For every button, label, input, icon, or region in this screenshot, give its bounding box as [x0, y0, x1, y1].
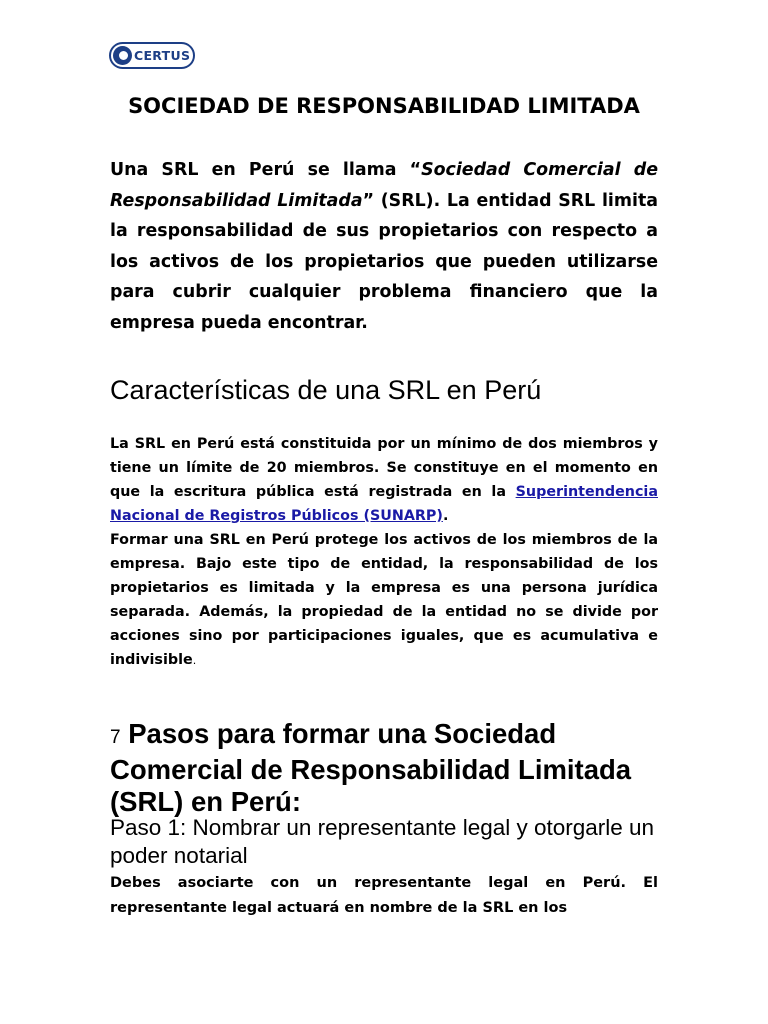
characteristics-heading: Características de una SRL en Perú [110, 375, 542, 405]
characteristics-paragraph-1 [110, 432, 658, 528]
step-1-text: Debes asociarte con un representante legal en Perú. El representante legal actuará en nombre de la SRL en los [110, 875, 658, 916]
intro-paragraph [110, 155, 658, 338]
steps-heading-text: Pasos para formar una Sociedad Comercial de Responsabilidad Limitada (SRL) en Perú: [110, 718, 632, 817]
certus-logo [109, 42, 195, 69]
steps-count: 7 [110, 727, 121, 748]
steps-heading [110, 718, 658, 818]
certus-logo-mark-icon [113, 46, 132, 65]
intro-text-end: ” (SRL). La entidad SRL limita la responsabilidad de sus propietarios con respecto a los activos de los propietarios que pueden utilizarse para cubrir cualquier problema financiero que la empresa pueda encontrar. [110, 190, 658, 333]
paragraph-2-text: Formar una SRL en Perú protege los activos de los miembros de la empresa. Bajo este tipo de entidad, la responsabilidad de los propietarios es limitada y la empresa es una persona jurídica separada. Además, la propiedad de la entidad no se divide por acciones sino por participaciones iguales, que es acumulativa e indivisible [110, 532, 658, 668]
logo-text: CERTUS [134, 48, 191, 63]
paragraph-1-end: . [442, 508, 449, 524]
characteristics-paragraph-2 [110, 528, 658, 673]
document-title: SOCIEDAD DE RESPONSABILIDAD LIMITADA [128, 94, 640, 118]
intro-italic-term: Sociedad Comercial de Responsabilidad Limitada [110, 160, 658, 211]
intro-text-start: Una SRL en Perú se llama “ [110, 160, 422, 180]
paragraph-2-end: . [192, 654, 197, 667]
characteristics-body [110, 432, 658, 673]
sunarp-link[interactable]: Superintendencia Nacional de Registros Públicos (SUNARP) [110, 484, 658, 524]
paragraph-1-text: La SRL en Perú está constituida por un mínimo de dos miembros y tiene un límite de 20 miembros. Se constituye en el momento en que la escritura pública está registrada en la [110, 436, 658, 500]
step-1-title: Paso 1: Nombrar un representante legal y otorgarle un poder notarial [110, 815, 655, 868]
